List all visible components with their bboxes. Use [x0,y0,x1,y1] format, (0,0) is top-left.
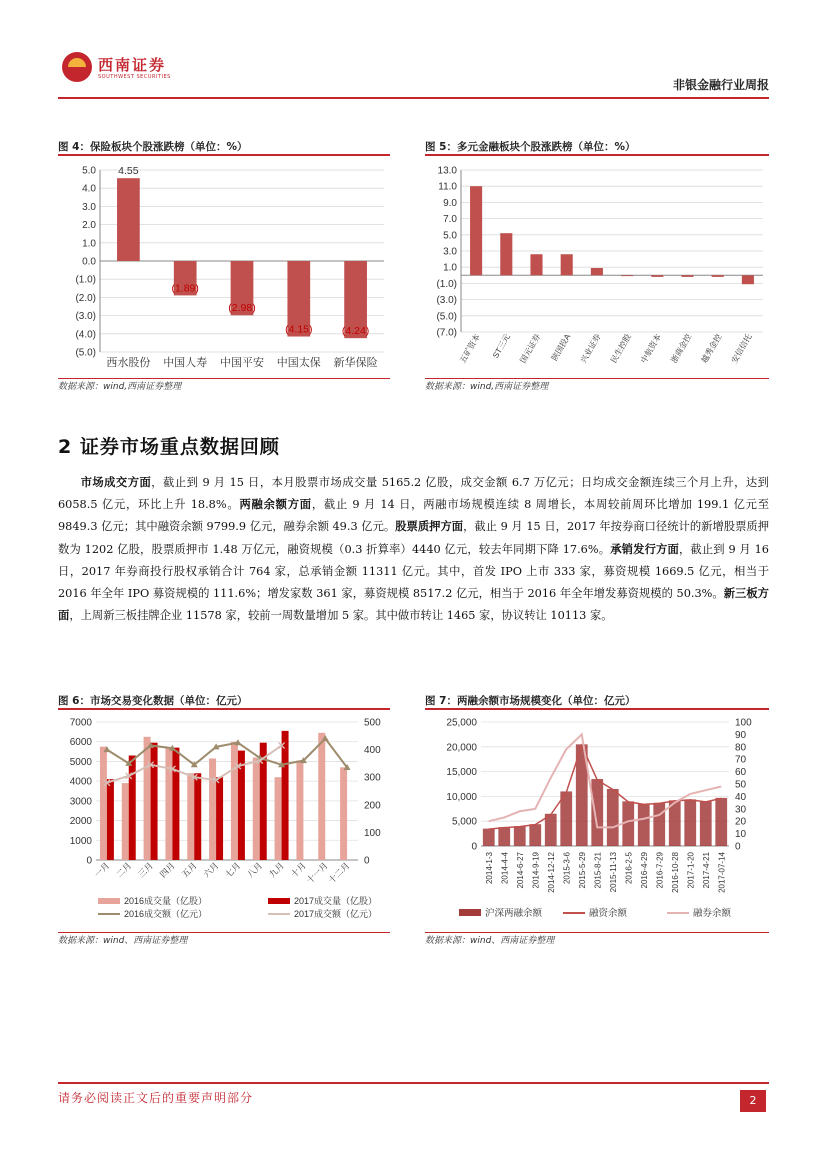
x-tick-label: 九月 [266,860,286,880]
x-tick-label: 六月 [201,860,221,880]
x-tick-label: 中航资本 [639,332,664,365]
text-underwriting: ，截止到 9 月 16 日，2017 年券商投行股权承销合计 764 家，总承销金额 11311 亿元。其中，首发 IPO 上市 333 家，募资规模 1669.5 亿元，相当于 2016 年全年 IPO 募资规模的 111.6%；增发家数 361 家，募资规模 8517.2 亿元，相当于 2016 年全年增发募资规模的 50.3%。 [58,542,769,601]
y-left-tick-label: 6000 [69,737,92,749]
y-tick-label: (1.0) [436,278,457,290]
bar [216,777,223,860]
figure-5-chart [425,156,769,378]
series-line [107,739,347,768]
x-tick-label: 三月 [135,860,155,880]
bar [498,827,510,846]
x-tick-label: 2014-1-3 [484,852,494,885]
x-tick-label: 2016-2-5 [624,852,634,885]
y-right-tick-label: 400 [364,745,381,757]
page-header [0,0,827,100]
y-tick-label: 4.0 [82,183,96,195]
y-tick-label: 9.0 [443,197,457,209]
topic-underwriting: 承销发行方面 [610,542,679,556]
bar [122,783,129,860]
figure-4-source: 数据来源：wind,西南证券整理 [58,378,390,394]
x-tick-label: 五矿资本 [458,332,482,365]
x-tick-label: ST三元 [491,332,513,360]
figure-4-chart [58,156,390,378]
y-left-tick-label: 15,000 [446,767,477,779]
y-right-tick-label: 0 [735,841,741,853]
legend-swatch [459,909,481,916]
legend-label: 2016成交额（亿元） [124,909,208,919]
logo-chinese-name: 西南证券 [98,56,167,74]
x-tick-label: 十一月 [304,860,330,886]
legend-label: 2017成交量（亿股） [294,896,378,906]
bar [275,777,282,860]
y-right-tick-label: 60 [735,767,747,779]
x-tick-label: 四月 [157,860,177,880]
y-left-tick-label: 0 [86,855,92,867]
x-tick-label: 2015-5-29 [577,852,587,889]
bar [296,760,303,860]
figure-7 [425,692,769,948]
bar [144,737,151,860]
y-left-tick-label: 25,000 [446,717,477,729]
x-tick-label: 2014-6-27 [515,852,525,889]
x-tick-label: 浙商金控 [669,332,694,365]
x-tick-label: 2016-7-29 [655,852,665,889]
x-tick-label: 五月 [179,860,199,880]
bar [100,747,107,860]
bar [194,773,201,860]
y-tick-label: 5.0 [82,165,96,177]
x-tick-label: 2017-4-21 [701,852,711,889]
data-label: (1.89) [171,282,199,295]
page-number: 2 [740,1090,766,1112]
x-tick-label: 兴业证券 [578,332,603,365]
figure-6 [58,692,390,948]
x-tick-label: 民生控股 [609,332,633,365]
y-right-tick-label: 0 [364,855,370,867]
topic-stock-pledge: 股票质押方面 [395,520,464,534]
bar [209,758,216,860]
bar [500,233,512,275]
figure-5 [425,138,769,394]
logo-english-name: SOUTHWEST SECURITIES [98,74,171,80]
footer-disclaimer: 请务必阅读正文后的重要声明部分 [58,1091,254,1105]
y-right-tick-label: 200 [364,800,381,812]
bar [253,757,260,860]
y-tick-label: (5.0) [436,311,457,323]
bar [117,178,140,261]
bar [621,275,633,276]
section-title: 2 证券市场重点数据回顾 [58,436,280,458]
x-tick-label: 2016-10-28 [670,852,680,893]
bar [712,275,724,277]
y-tick-label: (5.0) [75,347,96,359]
y-right-tick-label: 90 [735,729,747,741]
x-tick-label: 十月 [288,860,308,880]
bar [742,275,754,284]
data-label: 4.55 [118,165,139,178]
x-tick-label: 中国人寿 [163,357,208,369]
bar [470,186,482,275]
topic-neeq: 新三板方面 [58,587,769,623]
bar [607,789,619,846]
body-paragraph [58,472,769,627]
x-tick-label: 陕国投A [549,332,573,363]
y-right-tick-label: 500 [364,717,381,729]
y-tick-label: (7.0) [436,327,457,339]
x-tick-label: 十二月 [326,860,352,886]
y-tick-label: (2.0) [75,292,96,304]
y-tick-label: (3.0) [75,311,96,323]
y-right-tick-label: 70 [735,754,747,766]
figure-4-title: 图 4：保险板块个股涨跌榜（单位：%） [58,138,390,156]
x-tick-label: 2014-4-4 [500,852,510,885]
topic-margin-balance: 两融余额方面 [239,498,312,512]
bar [591,779,603,846]
y-right-tick-label: 80 [735,742,747,754]
company-logo [62,50,182,86]
bar [530,254,542,275]
x-tick-label: 2015-11-13 [608,852,618,893]
y-tick-label: 1.0 [82,238,96,250]
x-tick-label: 七月 [223,860,243,880]
bar [165,748,172,860]
y-tick-label: 3.0 [82,201,96,213]
y-tick-label: 13.0 [437,165,457,177]
x-tick-label: 一月 [92,860,112,880]
topic-market-trading: 市场成交方面 [80,476,152,489]
y-tick-label: 0.0 [82,256,96,268]
y-right-tick-label: 30 [735,804,747,816]
y-right-tick-label: 300 [364,772,381,784]
legend-swatch [98,898,120,904]
bar [653,803,665,846]
bar [651,275,663,277]
y-left-tick-label: 20,000 [446,742,477,754]
bar [340,767,347,860]
y-left-tick-label: 7000 [69,717,92,729]
legend-label: 融券余额 [693,908,732,919]
x-tick-label: 2014-9-19 [531,852,541,889]
data-label: (4.15) [285,323,313,336]
y-right-tick-label: 40 [735,791,747,803]
y-tick-label: 1.0 [443,262,457,274]
figure-4 [58,138,390,394]
bar [187,773,194,860]
y-left-tick-label: 5000 [69,756,92,768]
bar [561,254,573,275]
y-left-tick-label: 3000 [69,796,92,808]
bar [107,779,114,860]
x-tick-label: 2014-12-12 [546,852,556,893]
legend-label: 沪深两融余额 [485,908,543,919]
bar [638,804,650,846]
logo-emblem-icon [62,52,92,82]
bar [129,756,136,860]
x-tick-label: 西水股份 [106,357,151,369]
y-tick-label: 11.0 [438,181,457,193]
figure-7-source: 数据来源：wind、西南证券整理 [425,932,769,948]
y-right-tick-label: 20 [735,816,747,828]
header-divider [58,97,769,99]
y-tick-label: 3.0 [443,246,457,258]
legend-label: 2016成交量（亿股） [124,896,208,906]
x-tick-label: 新华保险 [333,357,378,369]
x-tick-label: 中国平安 [220,357,264,369]
figure-6-source: 数据来源：wind、西南证券整理 [58,932,390,948]
legend-swatch [268,898,290,904]
figure-6-chart [58,710,390,932]
figure-5-source: 数据来源：wind,西南证券整理 [425,378,769,394]
data-label: (2.98) [228,302,256,315]
bar [282,731,289,860]
x-tick-label: 2015-8-21 [593,852,603,889]
bar [684,799,696,846]
report-type: 非银金融行业周报 [672,78,769,92]
y-tick-label: (3.0) [436,295,457,307]
bar [151,743,158,860]
y-tick-label: 7.0 [443,214,457,226]
footer-divider [58,1082,769,1084]
bar [700,801,712,846]
bar [172,748,179,860]
x-tick-label: 2016-4-29 [639,852,649,889]
figure-5-title: 图 5：多元金融板块个股涨跌榜（单位：%） [425,138,769,156]
y-left-tick-label: 1000 [69,835,92,847]
x-tick-label: 中国太保 [276,357,321,369]
x-tick-label: 八月 [245,860,265,880]
y-tick-label: 2.0 [82,220,96,232]
y-right-tick-label: 10 [735,829,747,841]
y-tick-label: 5.0 [443,230,457,242]
legend-label: 2017成交额（亿元） [294,909,378,919]
figure-7-title: 图 7：两融余额市场规模变化（单位：亿元） [425,692,769,710]
y-tick-label: (4.0) [75,329,96,341]
bar [591,268,603,275]
y-left-tick-label: 2000 [69,816,92,828]
y-left-tick-label: 10,000 [446,791,477,803]
figure-6-title: 图 6：市场交易变化数据（单位：亿元） [58,692,390,710]
y-left-tick-label: 5,000 [451,816,477,828]
figure-7-chart [425,710,769,932]
x-tick-label: 国元证券 [518,332,543,365]
text-market-trading: ，截止到 9 月 15 日，本月股票市场成交量 5165.2 亿股，成交金额 6.7 万亿元；日均成交金额连续三个月上升，达到 6058.5 亿元，环比上升 18.8%。 [58,476,769,512]
bar [715,798,727,846]
bar [681,275,693,277]
data-label: (4.24) [341,325,370,338]
bar [514,826,526,846]
bar [318,733,325,860]
x-tick-label: 2015-3-6 [562,852,572,885]
bar [231,742,238,860]
bar [545,814,557,846]
text-neeq: ，上周新三板挂牌企业 11578 家，较前一周数量增加 5 家。其中做市转让 1465 家，协议转让 10113 家。 [69,609,613,623]
y-tick-label: (1.0) [75,274,96,286]
y-left-tick-label: 0 [471,841,477,853]
text-margin-balance: ，截止 9 月 14 日，两融市场规模连续 8 周增长，本周较前周环比增加 199.1 亿元至 9849.3 亿元；其中融资余额 9799.9 亿元，融券余额 49.3 亿元。 [58,498,769,534]
bar [529,824,541,846]
x-tick-label: 越秀金控 [699,332,724,365]
x-tick-label: 二月 [114,860,134,880]
legend-label: 融资余额 [589,908,628,919]
bar [669,800,681,846]
text-stock-pledge: ，截止 9 月 15 日，2017 年按券商口径统计的新增股票质押数为 1202 亿股，股票质押市 1.48 万亿元，融资规模（0.3 折算率）4440 亿元，较去年同期下降 17.6%。 [58,520,769,556]
y-left-tick-label: 4000 [69,776,92,788]
bar [483,829,495,846]
y-right-tick-label: 50 [735,779,747,791]
x-tick-label: 2017-1-20 [686,852,696,889]
y-right-tick-label: 100 [364,827,381,839]
x-tick-label: 安信信托 [729,332,754,365]
y-right-tick-label: 100 [735,717,752,729]
x-tick-label: 2017-07-14 [717,852,727,893]
